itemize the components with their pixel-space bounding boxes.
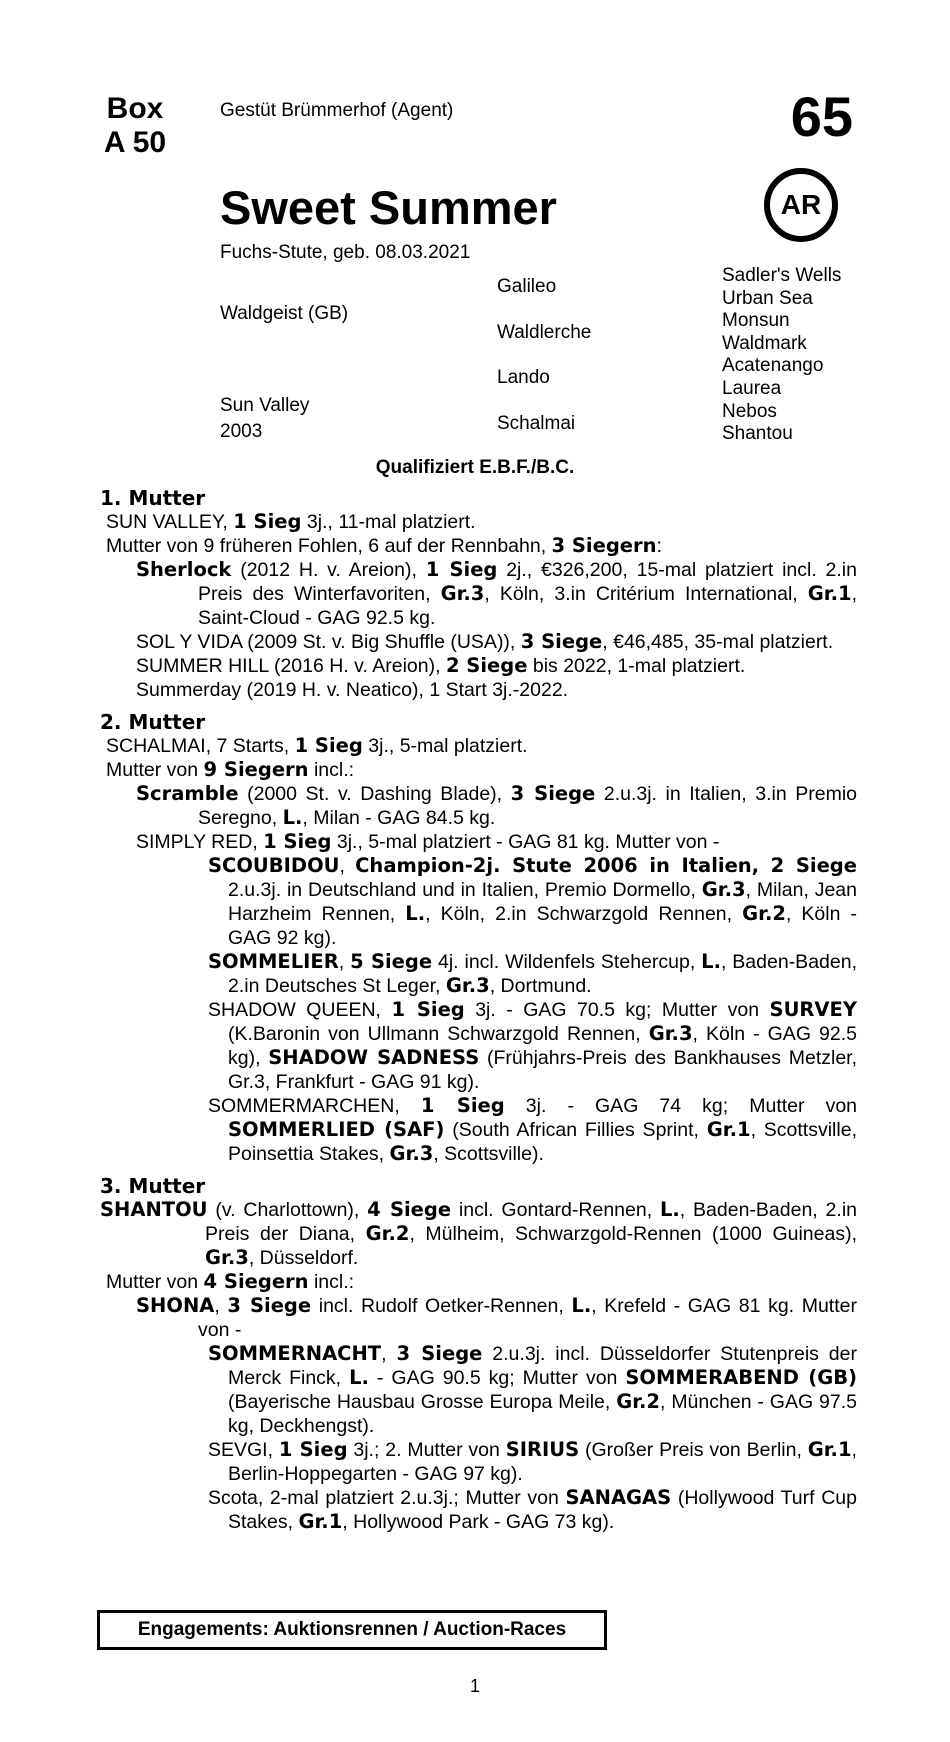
pedigree-dam bbox=[220, 393, 309, 445]
pedigree-great-grandparent: Laurea bbox=[722, 377, 782, 399]
page-number: 1 bbox=[469, 1676, 480, 1696]
pedigree-great-grandparent: Shantou bbox=[722, 423, 793, 445]
section-heading: 2. Mutter bbox=[100, 710, 206, 734]
box-label: Box A 50 bbox=[103, 92, 167, 159]
section-line: SCOUBIDOU, Champion-2j. Stute 2006 in Italien, 2 Siege 2.u.3j. in Deutschland und in Italien, Premio Dormello, Gr.3, Milan, Jean Harzheim Rennen, L., Köln, 2.in Schwarzgold Rennen, Gr.2, Köln - GAG 92 kg). bbox=[208, 854, 857, 949]
pedigree-great-grandparent: Waldmark bbox=[722, 332, 807, 354]
section-line: Mutter von 4 Siegern incl.: bbox=[106, 1270, 355, 1293]
pedigree-grandparent: Lando bbox=[497, 367, 550, 388]
pedigree-dam-year: 2003 bbox=[220, 421, 263, 442]
pedigree-great-grandparent: Urban Sea bbox=[722, 287, 813, 309]
dam-lines bbox=[100, 486, 857, 1534]
section-line: Scramble (2000 St. v. Dashing Blade), 3 Siege 2.u.3j. in Italien, 3.in Premio Seregno, L., Milan - GAG 84.5 kg. bbox=[136, 782, 858, 829]
lot-number: 65 bbox=[790, 85, 853, 148]
pedigree-great-grandparent: Sadler's Wells bbox=[722, 265, 842, 286]
pedigree-grandparent: Schalmai bbox=[497, 413, 576, 434]
section-line: SUMMER HILL (2016 H. v. Areion), 2 Siege bis 2022, 1-mal platziert. bbox=[136, 654, 746, 677]
section-line: SOMMELIER, 5 Siege 4j. incl. Wildenfels Stehercup, L., Baden-Baden, 2.in Deutsches St Leger, Gr.3, Dortmund. bbox=[208, 950, 857, 997]
ar-badge: AR bbox=[764, 168, 838, 242]
section-line: SHANTOU (v. Charlottown), 4 Siege incl. Gontard-Rennen, L., Baden-Baden, 2.in Preis der Diana, Gr.2, Mülheim, Schwarzgold-Rennen (1000 Guineas), Gr.3, Düsseldorf. bbox=[100, 1198, 858, 1269]
section-line: Sherlock (2012 H. v. Areion), 1 Sieg 2j., €326,200, 15-mal platziert incl. 2.in Preis des Winterfavoriten, Gr.3, Köln, 3.in Critérium International, Gr.1, Saint-Cloud - GAG 92.5 kg. bbox=[136, 558, 857, 629]
pedigree-sire: Waldgeist (GB) bbox=[220, 303, 349, 324]
section-heading: 1. Mutter bbox=[100, 486, 206, 510]
section-line: Summerday (2019 H. v. Neatico), 1 Start 3j.-2022. bbox=[136, 679, 569, 701]
pedigree-dam-name: Sun Valley bbox=[220, 395, 310, 416]
section-line: Scota, 2-mal platziert 2.u.3j.; Mutter von SANAGAS (Hollywood Turf Cup Stakes, Gr.1, Hollywood Park - GAG 73 kg). bbox=[208, 1486, 857, 1533]
section-line: SCHALMAI, 7 Starts, 1 Sieg 3j., 5-mal platziert. bbox=[106, 734, 528, 757]
section-line: SHONA, 3 Siege incl. Rudolf Oetker-Rennen, L., Krefeld - GAG 81 kg. Mutter von - bbox=[136, 1294, 857, 1341]
horse-name: Sweet Summer bbox=[220, 181, 557, 234]
qualification: Qualifiziert E.B.F./B.C. bbox=[375, 457, 575, 478]
pedigree-grandparent: Galileo bbox=[497, 276, 557, 297]
engagements-box: Engagements: Auktionsrennen / Auction-Races bbox=[97, 1610, 607, 1650]
section-line: SUN VALLEY, 1 Sieg 3j., 11-mal platziert. bbox=[106, 510, 476, 533]
section-line: SEVGI, 1 Sieg 3j.; 2. Mutter von SIRIUS (Großer Preis von Berlin, Gr.1, Berlin-Hoppegarten - GAG 97 kg). bbox=[208, 1438, 857, 1485]
pedigree-great-grandparents bbox=[722, 265, 841, 446]
section-line: Mutter von 9 Siegern incl.: bbox=[106, 758, 355, 781]
pedigree-great-grandparent: Acatenango bbox=[722, 355, 824, 377]
section-line: SHADOW QUEEN, 1 Sieg 3j. - GAG 70.5 kg; Mutter von SURVEY (K.Baronin von Ullmann Schwarzgold Rennen, Gr.3, Köln - GAG 92.5 kg), SHADOW SADNESS (Frühjahrs-Preis des Bankhauses Metzler, Gr.3, Frankfurt - GAG 91 kg). bbox=[208, 998, 857, 1093]
agent-name: Gestüt Brümmerhof (Agent) bbox=[220, 100, 454, 121]
pedigree-grandparent: Waldlerche bbox=[497, 322, 592, 343]
pedigree-great-grandparent: Monsun bbox=[722, 310, 790, 332]
pedigree-great-grandparent: Nebos bbox=[722, 400, 777, 422]
section-line: Mutter von 9 früheren Fohlen, 6 auf der Rennbahn, 3 Siegern: bbox=[106, 534, 662, 557]
section-line: SOL Y VIDA (2009 St. v. Big Shuffle (USA)), 3 Siege, €46,485, 35-mal platziert. bbox=[136, 630, 834, 653]
section-line: SOMMERMARCHEN, 1 Sieg 3j. - GAG 74 kg; Mutter von SOMMERLIED (SAF) (South African Fillies Sprint, Gr.1, Scottsville, Poinsettia Stakes, Gr.3, Scottsville). bbox=[208, 1094, 858, 1165]
section-heading: 3. Mutter bbox=[100, 1174, 206, 1198]
section-line: SIMPLY RED, 1 Sieg 3j., 5-mal platziert - GAG 81 kg. Mutter von - bbox=[136, 830, 720, 853]
section-line: SOMMERNACHT, 3 Siege 2.u.3j. incl. Düsseldorfer Stutenpreis der Merck Finck, L. - GAG 90.5 kg; Mutter von SOMMERABEND (GB) (Bayerische Hausbau Grosse Europa Meile, Gr.2, München - GAG 97.5 kg, Deckhengst). bbox=[208, 1342, 857, 1437]
horse-description: Fuchs-Stute, geb. 08.03.2021 bbox=[220, 242, 471, 263]
